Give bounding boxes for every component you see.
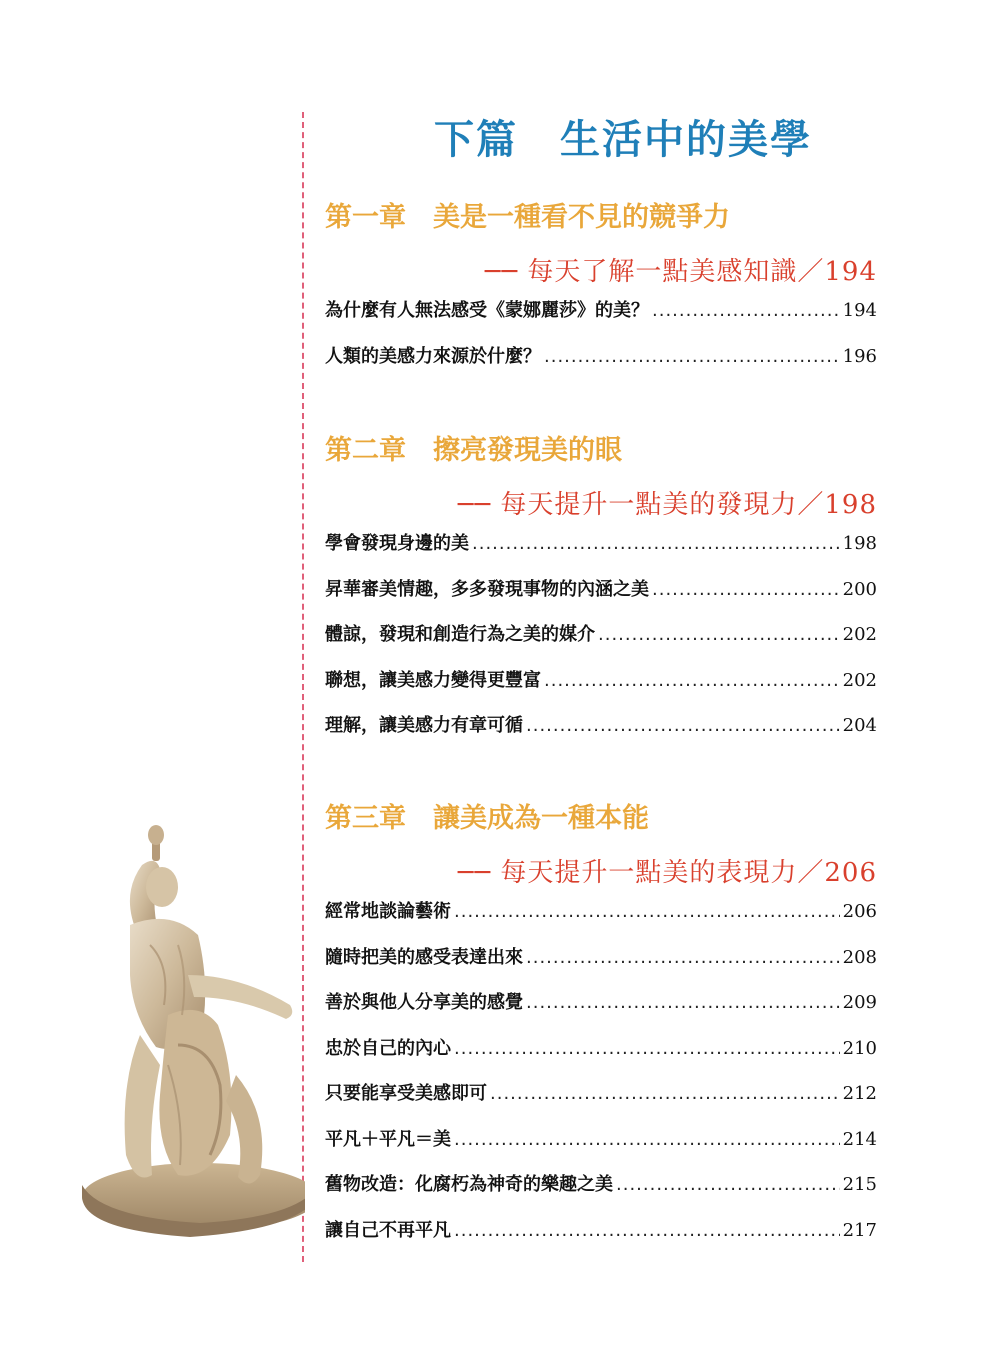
toc-entry[interactable] — [325, 1079, 877, 1125]
toc-entry-page: 209 — [842, 992, 877, 1013]
chapter-subtitle: ── 每天提升一點美的表現力／206 — [457, 858, 877, 888]
toc-entry-page: 210 — [842, 1037, 877, 1059]
toc-entry-page: 202 — [842, 669, 877, 691]
dot-leader — [526, 715, 840, 736]
toc-entry[interactable] — [325, 897, 877, 943]
toc-entry-title: 平凡＋平凡＝美 — [325, 1128, 451, 1150]
dot-leader — [616, 1174, 840, 1195]
toc-entries — [325, 897, 877, 1261]
chapter-title: 第一章 美是一種看不見的競爭力 — [325, 202, 730, 233]
toc-entry[interactable] — [325, 296, 877, 342]
dot-leader — [544, 670, 840, 691]
toc-entry-page: 217 — [842, 1219, 877, 1241]
dot-leader — [454, 1038, 840, 1059]
toc-entry[interactable] — [325, 988, 877, 1034]
toc-entry[interactable] — [325, 1125, 877, 1171]
toc-entry-page: 198 — [842, 533, 877, 554]
dot-leader — [490, 1083, 840, 1104]
toc-entry-page: 214 — [842, 1128, 877, 1150]
toc-entry[interactable] — [325, 711, 877, 757]
toc-entry-title: 學會發現身邊的美 — [325, 533, 469, 554]
toc-entry[interactable] — [325, 529, 877, 575]
chapter-3 — [325, 799, 877, 1261]
toc-entry-title: 人類的美感力來源於什麼？ — [325, 345, 541, 367]
toc-entry-page: 200 — [842, 578, 877, 600]
toc-entry-page: 206 — [842, 901, 877, 922]
chapter-title: 第二章 擦亮發現美的眼 — [325, 435, 622, 466]
toc-entry-title: 忠於自己的內心 — [325, 1037, 451, 1059]
toc-entry-title: 理解，讓美感力有章可循 — [325, 715, 523, 736]
toc-entry-title: 隨時把美的感受表達出來 — [325, 946, 523, 968]
dot-leader — [454, 1220, 840, 1241]
chapter-title: 第三章 讓美成為一種本能 — [325, 803, 649, 834]
dot-leader — [454, 901, 840, 922]
toc-entries — [325, 529, 877, 757]
dot-leader — [598, 624, 840, 645]
toc-entry[interactable] — [325, 666, 877, 712]
toc-entry[interactable] — [325, 620, 877, 666]
chapter-1 — [325, 198, 877, 387]
toc-entry-title: 聯想，讓美感力變得更豐富 — [325, 669, 541, 691]
statue-illustration — [60, 825, 305, 1245]
toc-entry-page: 215 — [842, 1174, 877, 1195]
toc-entry[interactable] — [325, 943, 877, 989]
dot-leader — [526, 992, 840, 1013]
toc-entry-title: 只要能享受美感即可 — [325, 1083, 487, 1104]
toc-entry-page: 212 — [842, 1083, 877, 1104]
toc-entry-page: 202 — [842, 624, 877, 645]
dot-leader — [472, 533, 840, 554]
toc-entry-title: 舊物改造：化腐朽為神奇的樂趣之美 — [325, 1174, 613, 1195]
dot-leader — [544, 346, 840, 367]
toc-entry-page: 196 — [842, 345, 877, 367]
toc-entry[interactable] — [325, 342, 877, 388]
toc-entry[interactable] — [325, 575, 877, 621]
dot-leader — [652, 579, 840, 600]
dot-leader — [526, 947, 840, 968]
toc-entry-page: 194 — [842, 300, 877, 321]
toc-entry-title: 善於與他人分享美的感覺 — [325, 992, 523, 1013]
toc-entry[interactable] — [325, 1216, 877, 1262]
toc-entry-title: 體諒，發現和創造行為之美的媒介 — [325, 624, 595, 645]
dot-leader — [454, 1129, 840, 1150]
chapter-subtitle: ── 每天提升一點美的發現力／198 — [457, 490, 877, 520]
toc-entry[interactable] — [325, 1034, 877, 1080]
toc-entry[interactable] — [325, 1170, 877, 1216]
chapter-2 — [325, 431, 877, 757]
toc-entry-page: 208 — [842, 946, 877, 968]
toc-entry-title: 經常地談論藝術 — [325, 901, 451, 922]
toc-entries — [325, 296, 877, 387]
toc-entry-title: 昇華審美情趣，多多發現事物的內涵之美 — [325, 578, 649, 600]
toc-entry-page: 204 — [842, 715, 877, 736]
chapter-subtitle: ── 每天了解一點美感知識／194 — [484, 257, 877, 287]
toc-entry-title: 讓自己不再平凡 — [325, 1219, 451, 1241]
toc-entry-title: 為什麼有人無法感受《蒙娜麗莎》的美？ — [325, 300, 649, 321]
part-title: 下篇 生活中的美學 — [434, 116, 812, 163]
dot-leader — [652, 300, 840, 321]
